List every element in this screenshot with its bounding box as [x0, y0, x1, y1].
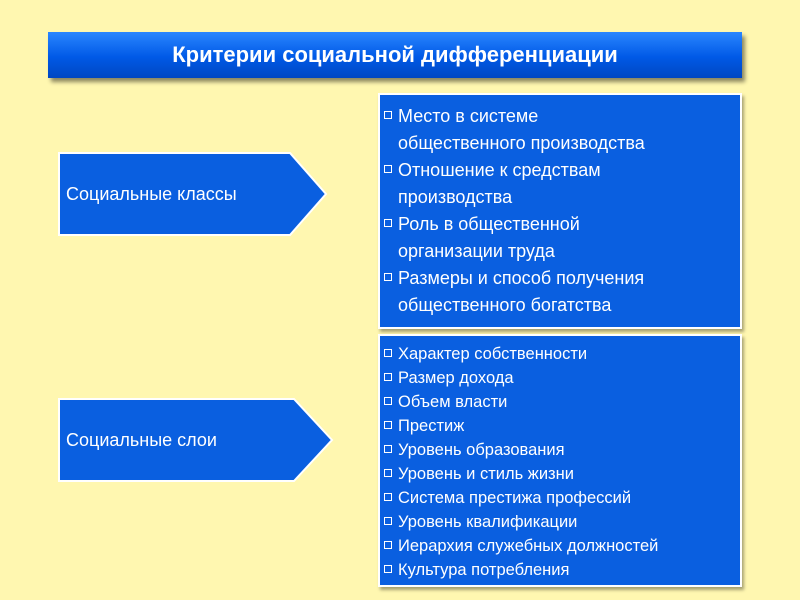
- strata-criteria-list: [384, 342, 734, 582]
- square-bullet-icon: [384, 373, 392, 381]
- square-bullet-icon: [384, 349, 392, 357]
- classes-criteria-box: [378, 93, 742, 329]
- social-classes-arrow: [58, 152, 328, 236]
- square-bullet-icon: [384, 541, 392, 549]
- square-bullet-icon: [384, 397, 392, 405]
- list-item: Размеры и способ получения общественного богатства: [384, 265, 734, 319]
- list-item: Культура потребления: [384, 558, 734, 582]
- list-item: Объем власти: [384, 390, 734, 414]
- square-bullet-icon: [384, 273, 392, 281]
- list-item: Размер дохода: [384, 366, 734, 390]
- list-item: Уровень образования: [384, 438, 734, 462]
- list-item: Роль в общественной организации труда: [384, 211, 734, 265]
- square-bullet-icon: [384, 111, 392, 119]
- list-item: Иерархия служебных должностей: [384, 534, 734, 558]
- diagram-title: [48, 32, 742, 78]
- classes-criteria-list: [384, 103, 734, 319]
- title-text: Критерии социальной дифференциации: [172, 42, 618, 67]
- list-item: Система престижа профессий: [384, 486, 734, 510]
- square-bullet-icon: [384, 421, 392, 429]
- square-bullet-icon: [384, 493, 392, 501]
- square-bullet-icon: [384, 445, 392, 453]
- list-item: Уровень квалификации: [384, 510, 734, 534]
- list-item: Характер собственности: [384, 342, 734, 366]
- square-bullet-icon: [384, 469, 392, 477]
- social-classes-label: Социальные классы: [66, 183, 237, 204]
- square-bullet-icon: [384, 219, 392, 227]
- list-item: Отношение к средствам производства: [384, 157, 734, 211]
- square-bullet-icon: [384, 565, 392, 573]
- list-item: Уровень и стиль жизни: [384, 462, 734, 486]
- strata-criteria-box: [378, 334, 742, 587]
- square-bullet-icon: [384, 165, 392, 173]
- social-strata-arrow: [58, 398, 334, 482]
- social-strata-label: Социальные слои: [66, 429, 217, 450]
- square-bullet-icon: [384, 517, 392, 525]
- list-item: Место в системе общественного производства: [384, 103, 734, 157]
- list-item: Престиж: [384, 414, 734, 438]
